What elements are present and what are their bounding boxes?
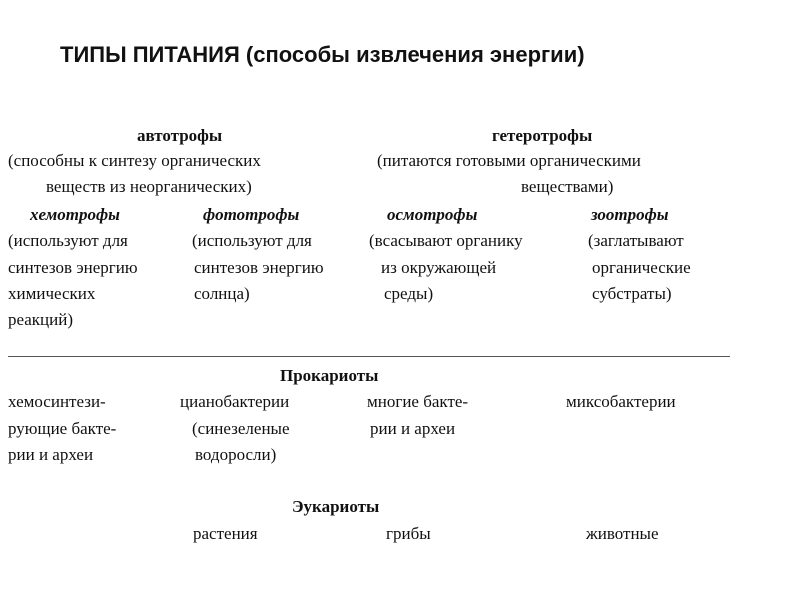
phototrophs-description-line: солнца) xyxy=(194,284,250,303)
heterotrophs-description-line2: веществами) xyxy=(521,177,614,196)
osmotrophs-description-line: среды) xyxy=(384,284,434,303)
eukaryotes-plants: растения xyxy=(193,524,258,543)
zootrophs-description-line: субстраты) xyxy=(592,284,672,303)
prokaryotes-cyanobacteria-line: водоросли) xyxy=(195,445,277,464)
zootrophs-description-line: органические xyxy=(592,258,691,277)
eukaryotes-animals: животные xyxy=(586,524,659,543)
prokaryotes-many-bacteria-line: многие бакте- xyxy=(367,392,469,411)
heterotrophs-description-line1: (питаются готовыми органическими xyxy=(377,151,641,170)
zootrophs-description-line: (заглатывают xyxy=(588,231,684,250)
prokaryotes-chemosynthetic-line: хемосинтези- xyxy=(8,392,106,411)
eukaryotes-heading: Эукариоты xyxy=(292,497,380,516)
osmotrophs-heading: осмотрофы xyxy=(387,205,478,224)
autotrophs-heading: автотрофы xyxy=(137,126,223,145)
page-title: ТИПЫ ПИТАНИЯ (способы извлечения энергии) xyxy=(60,42,585,67)
chemotrophs-description-line: реакций) xyxy=(8,310,74,329)
phototrophs-heading: фототрофы xyxy=(203,205,300,224)
prokaryotes-many-bacteria-line: рии и археи xyxy=(370,419,456,438)
chemotrophs-heading: хемотрофы xyxy=(30,205,120,224)
osmotrophs-description-line: из окружающей xyxy=(381,258,497,277)
eukaryotes-fungi: грибы xyxy=(386,524,431,543)
heterotrophs-heading: гетеротрофы xyxy=(492,126,593,145)
prokaryotes-cyanobacteria-line: цианобактерии xyxy=(180,392,290,411)
osmotrophs-description-line: (всасывают органику xyxy=(369,231,523,250)
autotrophs-description-line1: (способны к синтезу органических xyxy=(8,151,261,170)
chemotrophs-description-line: химических xyxy=(8,284,96,303)
section-divider xyxy=(8,356,730,357)
prokaryotes-myxobacteria: миксобактерии xyxy=(566,392,676,411)
chemotrophs-description-line: синтезов энергию xyxy=(8,258,138,277)
prokaryotes-chemosynthetic-line: рии и археи xyxy=(8,445,94,464)
autotrophs-description-line2: веществ из неорганических) xyxy=(46,177,252,196)
prokaryotes-chemosynthetic-line: рующие бакте- xyxy=(8,419,117,438)
phototrophs-description-line: синтезов энергию xyxy=(194,258,324,277)
prokaryotes-cyanobacteria-line: (синезеленые xyxy=(192,419,290,438)
phototrophs-description-line: (используют для xyxy=(192,231,312,250)
prokaryotes-heading: Прокариоты xyxy=(280,366,379,385)
zootrophs-heading: зоотрофы xyxy=(591,205,669,224)
chemotrophs-description-line: (используют для xyxy=(8,231,128,250)
